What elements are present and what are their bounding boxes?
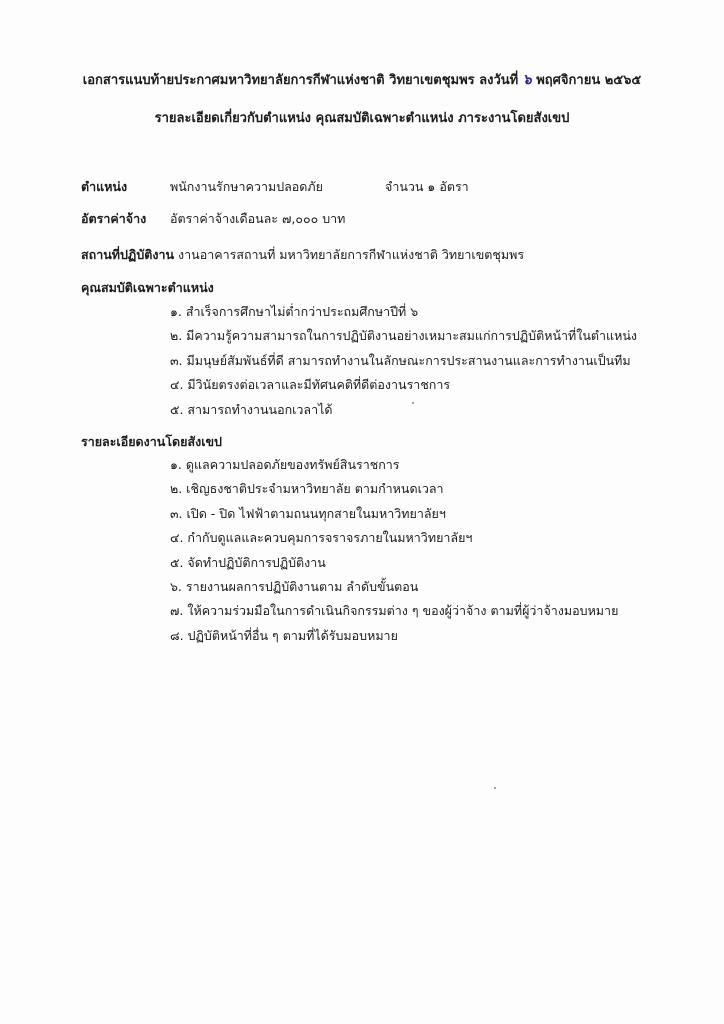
workplace-label: สถานที่ปฏิบัติงาน: [81, 247, 175, 262]
duties-title: รายละเอียดงานโดยสังเขป: [81, 434, 222, 449]
list-item: ๓. เปิด - ปิด ไฟฟ้าตามถนนทุกสายในมหาวิทยาลัยฯ: [170, 505, 446, 521]
handwritten-day: ๖: [522, 72, 532, 88]
list-item: ๘. ปฏิบัติหน้าที่อื่น ๆ ตามที่ได้รับมอบหมาย: [170, 627, 398, 643]
header-text-after-day: พฤศจิกายน ๒๕๖๕: [536, 73, 642, 88]
qualifications-list: [170, 300, 637, 422]
list-item: ๑. ดูแลความปลอดภัยของทรัพย์สินราชการ: [170, 457, 400, 472]
qualifications-title: คุณสมบัติเฉพาะตำแหน่ง: [81, 280, 214, 295]
list-item: ๕. จัดทำปฏิบัติการปฏิบัติงาน: [170, 554, 326, 570]
wage-value: อัตราค่าจ้างเดือนละ ๗,๐๐๐ บาท: [170, 211, 346, 226]
list-item: ๒. เชิญธงชาติประจำมหาวิทยาลัย ตามกำหนดเวลา: [170, 481, 444, 497]
position-count: จำนวน ๑ อัตรา: [385, 179, 469, 194]
document-header-line-1: [0, 69, 724, 91]
header-text-before-day: เอกสารแนบท้ายประกาศมหาวิทยาลัยการกีฬาแห่งชาติ วิทยาเขตชุมพร ลงวันที่: [82, 73, 519, 88]
position-value: พนักงานรักษาความปลอดภัย: [170, 179, 323, 194]
workplace-value: งานอาคารสถานที่ มหาวิทยาลัยการกีฬาแห่งชาติ วิทยาเขตชุมพร: [178, 247, 525, 262]
document-header-line-2: รายละเอียดเกี่ยวกับตำแหน่ง คุณสมบัติเฉพาะตำแหน่ง ภาระงานโดยสังเขป: [154, 111, 570, 126]
list-item: ๓. มีมนุษย์สัมพันธ์ที่ดี สามารถทำงานในลักษณะการประสานงานและการทำงานเป็นทีม: [170, 352, 631, 368]
list-item: ๗. ให้ความร่วมมือในการดำเนินกิจกรรมต่าง ๆ ของผู้ว่าจ้าง ตามที่ผู้ว่าจ้างมอบหมาย: [170, 603, 619, 619]
scan-speck: [494, 787, 496, 789]
list-item: ๔. มีวินัยตรงต่อเวลาและมีทัศนคติที่ดีต่องานราชการ: [170, 377, 451, 393]
wage-label: อัตราค่าจ้าง: [81, 211, 147, 226]
position-label: ตำแหน่ง: [81, 179, 128, 194]
list-item: ๔. กำกับดูแลและควบคุมการจราจรภายในมหาวิทยาลัยฯ: [170, 530, 473, 546]
list-item: ๕. สามารถทำงานนอกเวลาได้: [170, 401, 333, 417]
list-item: ๑. สำเร็จการศึกษาไม่ต่ำกว่าประถมศึกษาปีที่ ๖: [170, 304, 419, 319]
list-item: ๒. มีความรู้ความสามารถในการปฏิบัติงานอย่างเหมาะสมแก่การปฏิบัติหน้าที่ในตำแหน่ง: [170, 328, 637, 344]
scan-speck: [412, 402, 414, 404]
workplace-row: [81, 245, 524, 265]
duties-list: [170, 453, 618, 648]
list-item: ๖. รายงานผลการปฏิบัติงานตาม ลำดับขั้นตอน: [170, 578, 419, 594]
